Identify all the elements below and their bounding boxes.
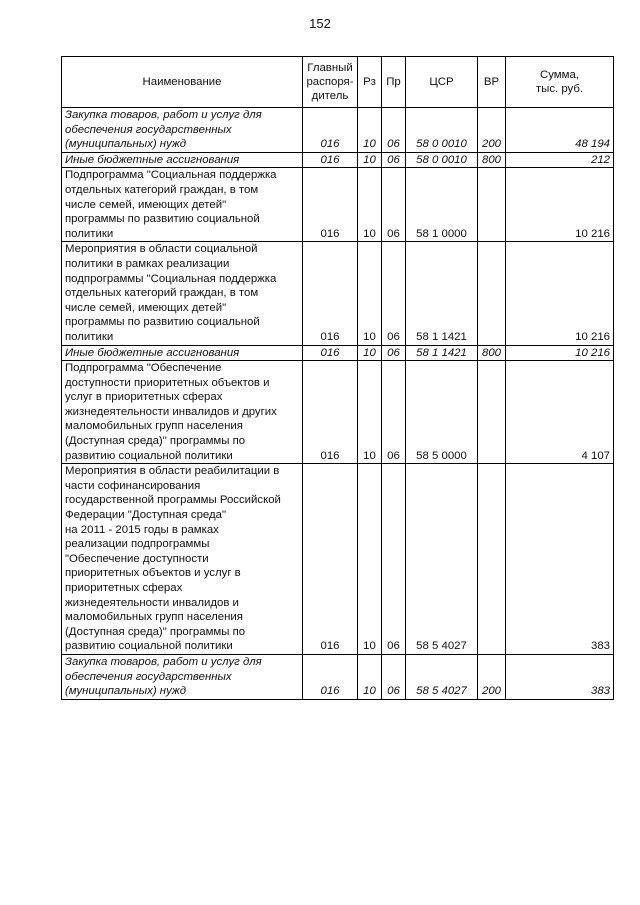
cell-chief: 016 xyxy=(303,152,358,168)
cell-chief: 016 xyxy=(303,654,358,699)
cell-sum: 212 xyxy=(506,152,614,168)
cell-name: Иные бюджетные ассигнования xyxy=(62,152,303,168)
cell-sum: 10 216 xyxy=(506,345,614,361)
cell-rz: 10 xyxy=(358,464,382,655)
cell-name: Иные бюджетные ассигнования xyxy=(62,345,303,361)
column-header-name: Наименование xyxy=(62,57,303,108)
cell-csr: 58 0 0010 xyxy=(406,108,478,153)
cell-sum: 10 216 xyxy=(506,242,614,345)
cell-rz: 10 xyxy=(358,152,382,168)
cell-sum: 10 216 xyxy=(506,168,614,242)
cell-name: Мероприятия в области реабилитации в части софинансирования государственной программы Российской Федерации "Доступная среда" на 2011 - 2015 годы в рамках реализации подпрограммы "Обеспечение доступности приоритетных объектов и услуг в приоритетных сферах жизнедеятельности инвалидов и маломобильных групп населения (Доступная среда)" программы по развитию социальной политики xyxy=(62,464,303,655)
column-header-vr: ВР xyxy=(478,57,506,108)
cell-csr: 58 5 0000 xyxy=(406,361,478,464)
cell-vr: 800 xyxy=(478,152,506,168)
cell-csr: 58 1 1421 xyxy=(406,242,478,345)
table-row xyxy=(62,464,614,655)
cell-sum: 383 xyxy=(506,464,614,655)
cell-csr: 58 1 0000 xyxy=(406,168,478,242)
column-header-pr: Пр xyxy=(382,57,406,108)
table-body xyxy=(62,108,614,700)
cell-rz: 10 xyxy=(358,345,382,361)
cell-vr xyxy=(478,168,506,242)
cell-vr: 200 xyxy=(478,108,506,153)
cell-pr: 06 xyxy=(382,242,406,345)
cell-pr: 06 xyxy=(382,361,406,464)
table-row xyxy=(62,168,614,242)
cell-csr: 58 0 0010 xyxy=(406,152,478,168)
cell-name: Мероприятия в области социальной политики в рамках реализации подпрограммы "Социальная поддержка отдельных категорий граждан, в том числе семей, имеющих детей" программы по развитию социальной политики xyxy=(62,242,303,345)
table-row xyxy=(62,108,614,153)
table-row xyxy=(62,654,614,699)
page-number: 152 xyxy=(309,16,331,31)
cell-pr: 06 xyxy=(382,345,406,361)
cell-vr xyxy=(478,464,506,655)
cell-name: Закупка товаров, работ и услуг для обеспечения государственных (муниципальных) нужд xyxy=(62,654,303,699)
cell-rz: 10 xyxy=(358,361,382,464)
cell-chief: 016 xyxy=(303,464,358,655)
table-row xyxy=(62,242,614,345)
cell-chief: 016 xyxy=(303,168,358,242)
table-row xyxy=(62,152,614,168)
cell-chief: 016 xyxy=(303,108,358,153)
column-header-chief: Главный распоря- дитель xyxy=(303,57,358,108)
column-header-rz: Рз xyxy=(358,57,382,108)
cell-name: Подпрограмма "Социальная поддержка отдельных категорий граждан, в том числе семей, имеющих детей" программы по развитию социальной политики xyxy=(62,168,303,242)
cell-pr: 06 xyxy=(382,152,406,168)
cell-vr: 200 xyxy=(478,654,506,699)
cell-name: Закупка товаров, работ и услуг для обеспечения государственных (муниципальных) нужд xyxy=(62,108,303,153)
cell-pr: 06 xyxy=(382,464,406,655)
cell-vr: 800 xyxy=(478,345,506,361)
cell-csr: 58 5 4027 xyxy=(406,654,478,699)
column-header-csr: ЦСР xyxy=(406,57,478,108)
cell-chief: 016 xyxy=(303,242,358,345)
cell-pr: 06 xyxy=(382,168,406,242)
table-row xyxy=(62,345,614,361)
table-row xyxy=(62,361,614,464)
cell-sum: 4 107 xyxy=(506,361,614,464)
cell-rz: 10 xyxy=(358,108,382,153)
cell-sum: 48 194 xyxy=(506,108,614,153)
cell-rz: 10 xyxy=(358,168,382,242)
cell-name: Подпрограмма "Обеспечение доступности приоритетных объектов и услуг в приоритетных сферах жизнедеятельности инвалидов и других маломобильных групп населения (Доступная среда)" программы по развитию социальной политики xyxy=(62,361,303,464)
cell-pr: 06 xyxy=(382,108,406,153)
column-header-sum: Сумма, тыс. руб. xyxy=(506,57,614,108)
cell-sum: 383 xyxy=(506,654,614,699)
cell-vr xyxy=(478,242,506,345)
cell-csr: 58 1 1421 xyxy=(406,345,478,361)
budget-table xyxy=(61,56,614,700)
cell-rz: 10 xyxy=(358,242,382,345)
cell-csr: 58 5 4027 xyxy=(406,464,478,655)
cell-chief: 016 xyxy=(303,361,358,464)
cell-pr: 06 xyxy=(382,654,406,699)
cell-rz: 10 xyxy=(358,654,382,699)
cell-chief: 016 xyxy=(303,345,358,361)
cell-vr xyxy=(478,361,506,464)
table-header-row xyxy=(62,57,614,108)
